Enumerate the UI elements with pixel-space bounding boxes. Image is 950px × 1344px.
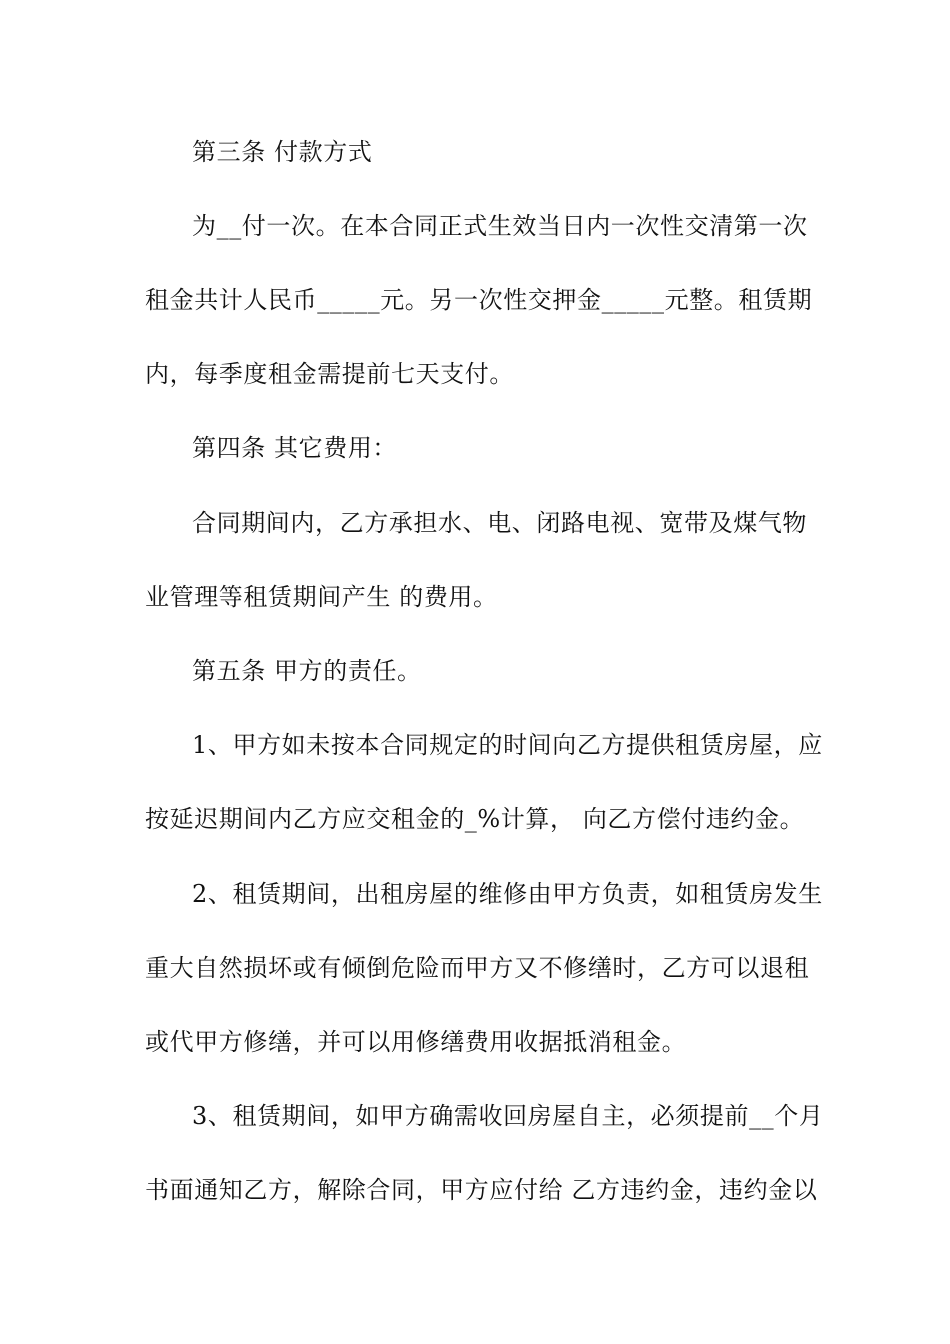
paragraph-line: 合同期间内，乙方承担水、电、闭路电视、宽带及煤气物 <box>192 509 807 537</box>
paragraph-line: 3、租赁期间，如甲方确需收回房屋自主，必须提前__个月 <box>192 1102 824 1130</box>
article-4-heading: 第四条 其它费用： <box>192 434 398 462</box>
paragraph-line: 重大自然损坏或有倾倒危险而甲方又不修缮时，乙方可以退租 <box>145 954 810 982</box>
paragraph-line: 按延迟期间内乙方应交租金的_%计算， 向乙方偿付违约金。 <box>145 805 805 833</box>
article-3-heading: 第三条 付款方式 <box>192 138 373 166</box>
article-5-heading: 第五条 甲方的责任。 <box>192 657 422 685</box>
paragraph-line: 1、甲方如未按本合同规定的时间向乙方提供租赁房屋，应 <box>192 731 823 759</box>
paragraph-line: 租金共计人民币_____元。另一次性交押金_____元整。租赁期 <box>145 286 813 314</box>
paragraph-line: 2、租赁期间，出租房屋的维修由甲方负责，如租赁房发生 <box>192 880 823 908</box>
paragraph-line: 业管理等租赁期间产生 的费用。 <box>145 583 498 611</box>
paragraph-line: 为__付一次。在本合同正式生效当日内一次性交清第一次 <box>192 212 808 240</box>
paragraph-line: 或代甲方修缮，并可以用修缮费用收据抵消租金。 <box>145 1028 687 1056</box>
paragraph-line: 书面通知乙方，解除合同，甲方应付给 乙方违约金，违约金以 <box>145 1176 818 1204</box>
paragraph-line: 内，每季度租金需提前七天支付。 <box>145 360 514 388</box>
